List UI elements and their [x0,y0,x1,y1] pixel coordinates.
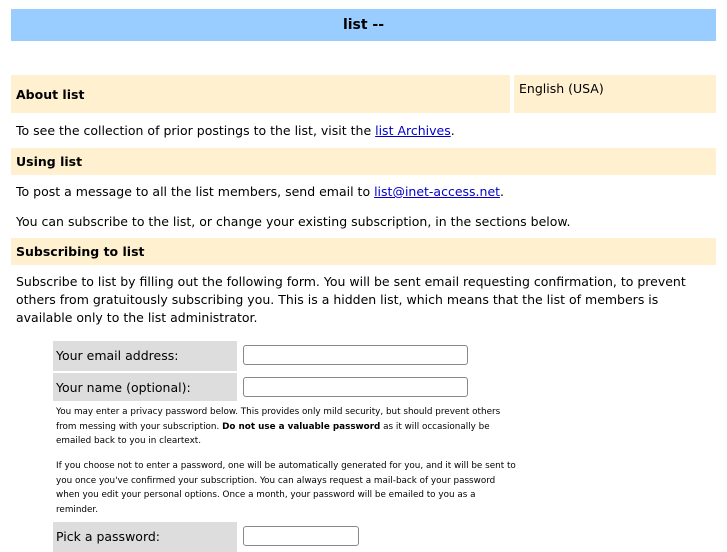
list-email-link[interactable]: list@inet-access.net [374,184,501,199]
privacy-warning: Do not use a valuable password [222,421,381,432]
email-label: Your email address: [56,348,179,363]
language-label: English (USA) [519,81,604,96]
post-paragraph [16,183,504,201]
privacy-note [56,405,516,449]
using-heading-label: Using list [16,154,83,169]
about-heading-label: About list [16,87,85,102]
page-title: list -- [11,9,716,41]
archives-paragraph [16,122,455,140]
password-field[interactable] [243,526,359,546]
using-section-heading [11,148,716,175]
name-field[interactable] [243,377,468,397]
subscribing-heading-label: Subscribing to list [16,244,145,259]
email-label-cell [53,341,237,371]
post-prefix: To post a message to all the list members, send email to [16,184,375,199]
email-field[interactable] [243,345,468,365]
archives-link[interactable]: list Archives [375,123,451,138]
password-label: Pick a password: [56,529,161,544]
post-suffix: . [500,184,505,199]
password-label-cell [53,522,237,552]
name-label-cell [53,373,237,401]
privacy-prefix: You may enter a privacy password below. This provides only mild security, but should prevent others from messing with your subscription. [56,407,501,432]
subscribe-note: You can subscribe to the list, or change your existing subscription, in the sections below. [16,214,571,229]
about-section-heading [11,75,510,113]
subscribe-intro: Subscribe to list by filling out the following form. You will be sent email requesting confirmation, to prevent others from gratuitously subscribing you. This is a hidden list, which means that the list of members is available only to the list administrator. [16,274,686,325]
subscribing-section-heading [11,238,716,265]
archives-suffix: . [450,123,455,138]
autogen-password-note: If you choose not to enter a password, one will be automatically generated for you, and it will be sent to you once you've confirmed your subscription. You can always request a mail-back of your password when you edit your personal options. Once a month, your password will be emailed to you as a reminder. [56,461,516,515]
archives-prefix: To see the collection of prior postings to the list, visit the [16,123,376,138]
name-label: Your name (optional): [56,380,191,395]
language-indicator [514,75,716,113]
privacy-suffix: as it will occasionally be emailed back to you in cleartext. [56,421,490,446]
